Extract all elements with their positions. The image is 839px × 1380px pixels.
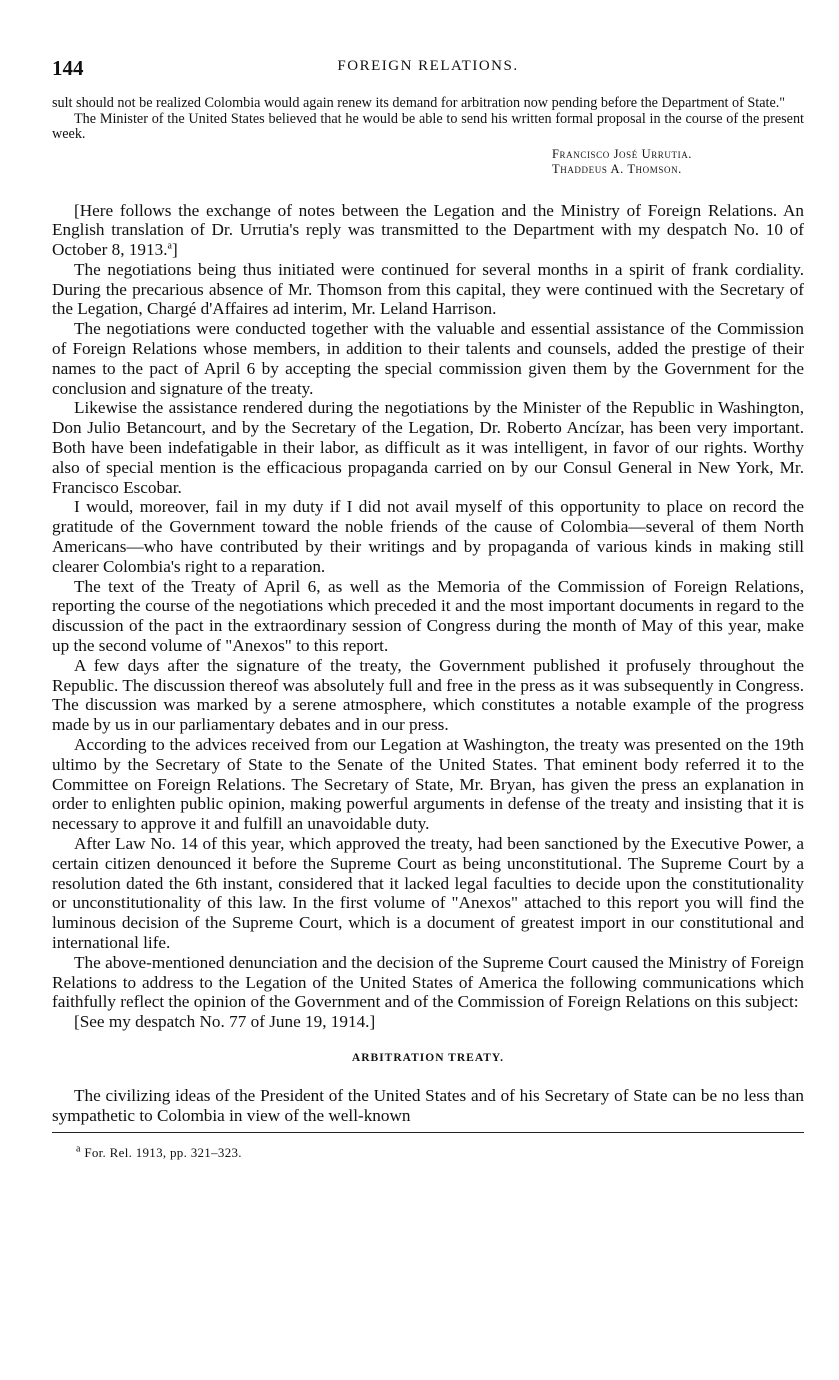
body-text (52, 201, 804, 1032)
document-page (52, 56, 804, 1161)
body-paragraph: I would, moreover, fail in my duty if I did not avail myself of this opportunity to place on record the gratitude of the Government toward the noble friends of the cause of Colombia—several of them North Americans—who have contributed by their writings and by propaganda of various kinds in making still clearer Colombia's right to a reparation. (52, 497, 804, 576)
signatures (552, 147, 804, 177)
section-body (52, 1086, 804, 1126)
despatch-reference: [See my despatch No. 77 of June 19, 1914.] (74, 1012, 376, 1032)
footnote (76, 1145, 804, 1161)
body-paragraph: A few days after the signature of the treaty, the Government published it profusely throughout the Republic. The discussion thereof was absolutely full and free in the press as it was subsequently in Congress. The discussion was marked by a serene atmosphere, which constitutes a notable example of the progress made by us in our parliamentary debates and in our press. (52, 655, 804, 735)
quoted-minutes (52, 96, 804, 143)
body-paragraph: The negotiations were conducted together with the valuable and essential assistance of the Commission of Foreign Relations whose members, in addition to their talents and counsels, added the prestige of their names to the pact of April 6 by accepting the special commission given them by the Government for the conclusion and signature of the treaty. (52, 319, 804, 398)
body-paragraph: The text of the Treaty of April 6, as well as the Memoria of the Commission of Foreign Relations, reporting the course of the negotiations which preceded it and the most important documents in regard to the discussion of the pact in the extraordinary session of Congress during the month of May of this year, make up the second volume of "Anexos" to this report. (52, 576, 804, 656)
running-head: FOREIGN RELATIONS. (337, 58, 519, 74)
editorial-note-paragraph (52, 201, 804, 260)
body-paragraph: Likewise the assistance rendered during the negotiations by the Minister of the Republic in Washington, Don Julio Betancourt, and by the Secretary of the Legation, Dr. Roberto Ancízar, has been very important. Both have been indefatigable in their labor, as difficult as it was intelligent, in favor of our rights. Worthy also of special mention is the efficacious propaganda carried on by our Consul General in New York, Mr. Francisco Escobar. (52, 398, 804, 497)
page-number: 144 (52, 56, 84, 80)
section-title: ARBITRATION TREATY. (351, 1051, 505, 1064)
editorial-note-end: ] (171, 240, 178, 260)
signature-thomson: Thaddeus A. Thomson. (552, 161, 682, 176)
body-paragraph: According to the advices received from our Legation at Washington, the treaty was presented on the 19th ultimo by the Secretary of State to the Senate of the United States. That eminent body referred it to the Committee on Foreign Relations. The Secretary of State, Mr. Bryan, has given the press an explanation in order to enlighten public opinion, making powerful arguments in defense of the treaty and insisting that it is necessary to approve it and fulfill an unavoidable duty. (52, 735, 804, 834)
body-paragraph: After Law No. 14 of this year, which approved the treaty, had been sanctioned by the Executive Power, a certain citizen denounced it before the Supreme Court as being unconstitutional. The Supreme Court by a resolution dated the 6th instant, considered that it lacked legal faculties to decide upon the constitutionality or unconstitutionality of this law. In the first volume of "Anexos" attached to this report you will find the luminous decision of the Supreme Court, which is a document of greatest import in our constitutional and international life. (52, 834, 804, 952)
section-paragraph: The civilizing ideas of the President of the United States and of his Secretary of State can be no less than sympathetic to Colombia in view of the well-known (52, 1085, 804, 1125)
footnote-divider (52, 1132, 804, 1133)
body-paragraph: The above-mentioned denunciation and the decision of the Supreme Court caused the Ministry of Foreign Relations to address to the Legation of the United States of America the following communications which faithfully reflect the opinion of the Government and of the Commission of Foreign Relations on this subject: (52, 952, 804, 1012)
minutes-paragraph: sult should not be realized Colombia would again renew its demand for arbitration now pending before the Department of State." (52, 95, 786, 111)
footnote-reference: a (167, 240, 172, 252)
footnote-marker: a (76, 1143, 81, 1155)
signature-urrutia: Francisco José Urrutia. (552, 146, 693, 161)
footnote-text: For. Rel. 1913, pp. 321–323. (84, 1144, 242, 1160)
body-paragraph: The negotiations being thus initiated were continued for several months in a spirit of frank cordiality. During the precarious absence of Mr. Thomson from this capital, they were continued with the Secretary of the Legation, Chargé d'Affaires ad interim, Mr. Leland Harrison. (52, 259, 804, 319)
editorial-note-text: [Here follows the exchange of notes between the Legation and the Ministry of Foreign Relations. An English translation of Dr. Urrutia's reply was transmitted to the Department with my despatch No. 10 of October 8, 1913. (52, 200, 804, 260)
page-header (52, 56, 804, 86)
minutes-paragraph: The Minister of the United States believed that he would be able to send his written formal proposal in the course of the present week. (52, 110, 804, 142)
